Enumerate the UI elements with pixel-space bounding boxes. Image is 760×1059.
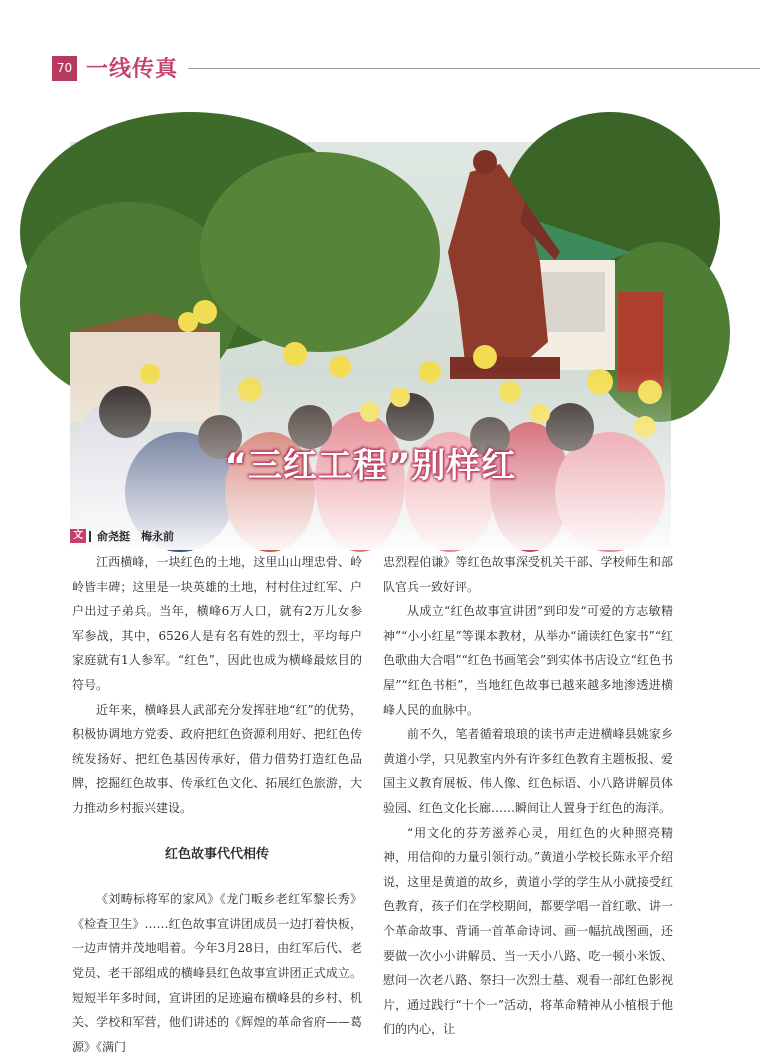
hero-photo bbox=[70, 142, 671, 550]
hero-photo-illustration bbox=[70, 142, 671, 550]
paragraph: 近年来，横峰县人武部充分发挥驻地“红”的优势，积极协调地方党委、政府把红色资源利用好、把红色传统发扬好、把红色基因传承好，借力借势打造红色品牌，挖掘红色故事、传承红色文化、拓展红色旅游，大力推动乡村振兴建设。 bbox=[72, 702, 362, 815]
page-header bbox=[0, 50, 760, 86]
byline-separator bbox=[89, 531, 91, 542]
header-divider bbox=[188, 68, 760, 69]
article-column-left bbox=[72, 550, 362, 1059]
page-number: 70 bbox=[52, 56, 77, 81]
article-title: “三红工程”别样红 bbox=[224, 446, 517, 486]
byline-mark: 文 bbox=[70, 529, 86, 543]
article-column-right bbox=[383, 550, 673, 1042]
byline bbox=[70, 528, 174, 544]
paragraph: 《刘畴标将军的家风》《龙门畈乡老红军黎长秀》《检查卫生》……红色故事宣讲团成员一边打着快板，一边声情并茂地唱着。今年3月28日，由红军后代、老党员、老干部组成的横峰县红色故事宣讲团正式成立。短短半年多时间，宣讲团的足迹遍布横峰县的乡村、机关、学校和军营，他们讲述的《辉煌的革命省府——葛源》《满门 bbox=[72, 892, 362, 1054]
section-title: 一线传真 bbox=[86, 57, 179, 82]
paragraph: “用文化的芬芳滋养心灵，用红色的火种照亮精神，用信仰的力量引领行动。”黄道小学校长陈永平介绍说，这里是黄道的故乡，黄道小学的学生从小就接受红色教育，孩子们在学校期间，都要学唱一首红歌、讲一个革命故事、背诵一首革命诗词、画一幅抗战图画，还要做一次小小讲解员、当一天小八路、吃一顿小米饭、慰问一次老八路、祭扫一次烈士墓、观看一部红色影视片，通过践行“十个一”活动，将革命精神从小植根于他们的内心，让 bbox=[383, 825, 673, 1037]
byline-authors: 俞尧挺 梅永前 bbox=[97, 530, 174, 543]
section-subheading: 红色故事代代相传 bbox=[164, 846, 269, 862]
paragraph-continued: 忠烈程伯谦》等红色故事深受机关干部、学校师生和部队官兵一致好评。 bbox=[383, 555, 673, 594]
paragraph: 江西横峰，一块红色的土地，这里山山埋忠骨、岭岭皆丰碑；这里是一块英雄的土地，村村住过红军、户户出过子弟兵。当年，横峰6万人口，就有2万儿女参军参战，其中，6526人是有名有姓的烈士，平均每户家庭就有1人参军。“红色”，因此也成为横峰最炫目的符号。 bbox=[72, 555, 362, 692]
paragraph: 前不久，笔者循着琅琅的读书声走进横峰县姚家乡黄道小学，只见教室内外有许多红色教育主题板报、爱国主义教育展板、伟人像、红色标语、小八路讲解员体验园、红色文化长廊……瞬间让人置身于红色的海洋。 bbox=[383, 727, 673, 815]
paragraph: 从成立“红色故事宣讲团”到印发“可爱的方志敏精神”“小小红星”等课本教材，从举办“诵读红色家书”“红色歌曲大合唱”“红色书画笔会”到实体书店设立“红色书屋”“红色书柜”，当地红色故事已越来越多地渗透进横峰人民的血脉中。 bbox=[383, 604, 673, 717]
